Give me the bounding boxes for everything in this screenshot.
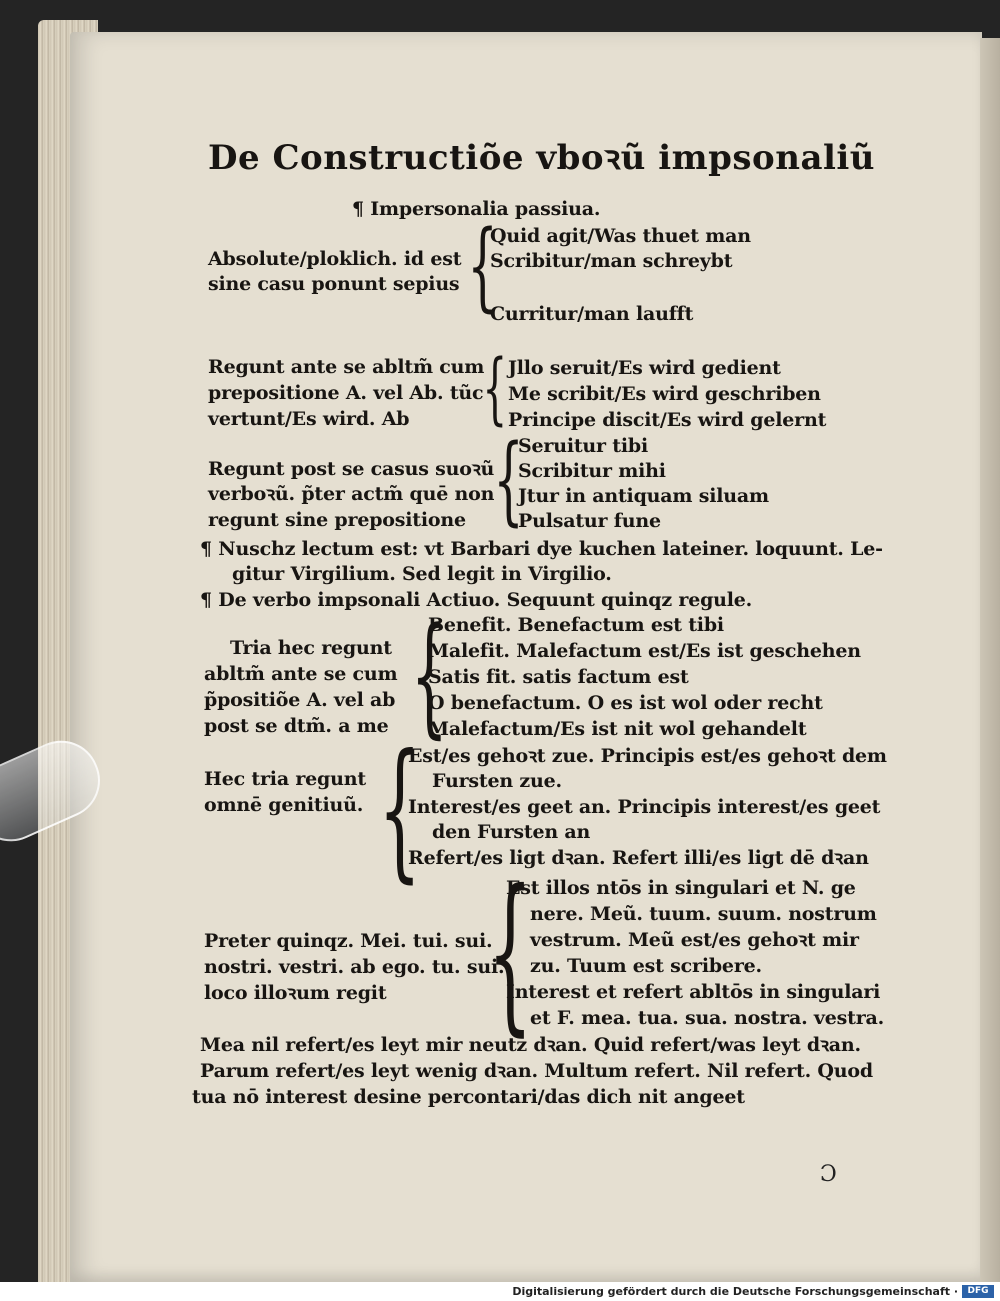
- ablative-example: Principe discit/Es wird gelernt: [508, 409, 827, 431]
- ablative-lead-line: Regunt ante se abltm̃ cum: [208, 356, 485, 378]
- closing-line: tua nō interest desine percontari/das dich nit angeet: [192, 1086, 745, 1108]
- post-casus-lead-line: regunt sine prepositione: [208, 509, 466, 531]
- post-casus-lead-line: Regunt post se casus suoꝛũ: [208, 458, 495, 480]
- tria-ablativ-lead-line: Tria hec regunt: [230, 637, 392, 659]
- ablative-example: Jllo seruit/Es wird gedient: [508, 357, 781, 379]
- preter-example: et F. mea. tua. sua. nostra. vestra.: [530, 1007, 885, 1029]
- tria-genitiv-example: Refert/es ligt dꝛan. Refert illi/es ligt dē dꝛan: [408, 847, 869, 869]
- tria-ablativ-lead-line: post se dtm̃. a me: [204, 715, 389, 737]
- tria-ablativ-lead-line: p̃positiõe A. vel ab: [204, 689, 396, 711]
- preter-example: vestrum. Meũ est/es gehoꝛt mir: [530, 929, 859, 951]
- preter-lead-line: loco illoꝛum regit: [204, 982, 387, 1004]
- preter-example: zu. Tuum est scribere.: [530, 955, 762, 977]
- tria-ablativ-example: Malefit. Malefactum est/Es ist geschehen: [428, 640, 861, 662]
- brace-icon: {: [467, 210, 498, 322]
- tria-ablativ-lead-line: abltm̃ ante se cum: [204, 663, 398, 685]
- dfg-logo-icon: DFG: [962, 1285, 994, 1298]
- note-line: ¶ De verbo impsonali Actiuo. Sequunt quinqz regule.: [200, 589, 753, 611]
- absolute-example: Curritur/man laufft: [490, 303, 694, 325]
- absolute-lead-line: sine casu ponunt sepius: [208, 273, 460, 295]
- tria-ablativ-example: O benefactum. O es ist wol oder recht: [428, 692, 823, 714]
- closing-line: Parum refert/es leyt wenig dꝛan. Multum refert. Nil refert. Quod: [200, 1060, 873, 1082]
- tria-genitiv-example: Interest/es geet an. Principis interest/es geet: [408, 796, 881, 818]
- tria-ablativ-example: Benefit. Benefactum est tibi: [428, 614, 724, 636]
- brace-icon: {: [493, 424, 524, 536]
- absolute-example: Quid agit/Was thuet man: [490, 225, 751, 247]
- preter-lead-line: Preter quinqz. Mei. tui. sui.: [204, 930, 493, 952]
- preter-example: Est illos ntōs in singulari et N. ge: [506, 877, 856, 899]
- tria-ablativ-example: Satis fit. satis factum est: [428, 666, 689, 688]
- post-casus-example: Seruitur tibi: [518, 435, 648, 457]
- footer-credit: Digitalisierung gefördert durch die Deutsche Forschungsgemeinschaft ·: [512, 1285, 958, 1298]
- brace-icon: {: [410, 599, 448, 751]
- page-mark: Ɔ: [820, 1162, 837, 1187]
- tria-genitiv-lead-line: Hec tria regunt: [204, 768, 366, 790]
- post-casus-example: Scribitur mihi: [518, 460, 666, 482]
- post-casus-lead-line: verboꝛũ. p̃ter actm̃ quē non: [208, 483, 495, 505]
- tria-genitiv-example: Est/es gehoꝛt zue. Principis est/es gehoꝛt dem: [408, 745, 887, 767]
- tria-genitiv-lead-line: omnē genitiuũ.: [204, 794, 364, 816]
- preter-example: Interest et refert abltōs in singulari: [506, 981, 881, 1003]
- ablative-lead-line: prepositione A. vel Ab. tũc: [208, 382, 484, 404]
- tria-ablativ-example: Malefactum/Es ist nit wol gehandelt: [428, 718, 807, 740]
- brace-icon: {: [482, 344, 508, 434]
- preter-lead-line: nostri. vestri. ab ego. tu. sui.: [204, 956, 505, 978]
- closing-line: Mea nil refert/es leyt mir neutz dꝛan. Quid refert/was leyt dꝛan.: [200, 1034, 861, 1056]
- absolute-lead-line: Absolute/ploklich. id est: [208, 248, 462, 270]
- note-line: gitur Virgilium. Sed legit in Virgilio.: [232, 563, 612, 585]
- preter-example: nere. Meũ. tuum. suum. nostrum: [530, 903, 877, 925]
- brace-icon: {: [378, 723, 422, 897]
- tria-genitiv-example: den Fursten an: [432, 821, 591, 843]
- section-heading-passive: ¶ Impersonalia passiua.: [352, 198, 601, 220]
- absolute-example: Scribitur/man schreybt: [490, 250, 733, 272]
- note-line: ¶ Nuschz lectum est: vt Barbari dye kuchen lateiner. loquunt. Le-: [200, 538, 883, 560]
- tria-genitiv-example: Fursten zue.: [432, 770, 562, 792]
- post-casus-example: Pulsatur fune: [518, 510, 661, 532]
- post-casus-example: Jtur in antiquam siluam: [518, 485, 769, 507]
- footer-bar: [0, 1282, 1000, 1301]
- page-title: De Constructiõe vboꝛũ impsonaliũ: [208, 138, 876, 178]
- right-page-edge: [980, 38, 1000, 1282]
- ablative-example: Me scribit/Es wird geschriben: [508, 383, 821, 405]
- ablative-lead-line: vertunt/Es wird. Ab: [208, 408, 410, 430]
- brace-icon: {: [487, 854, 533, 1052]
